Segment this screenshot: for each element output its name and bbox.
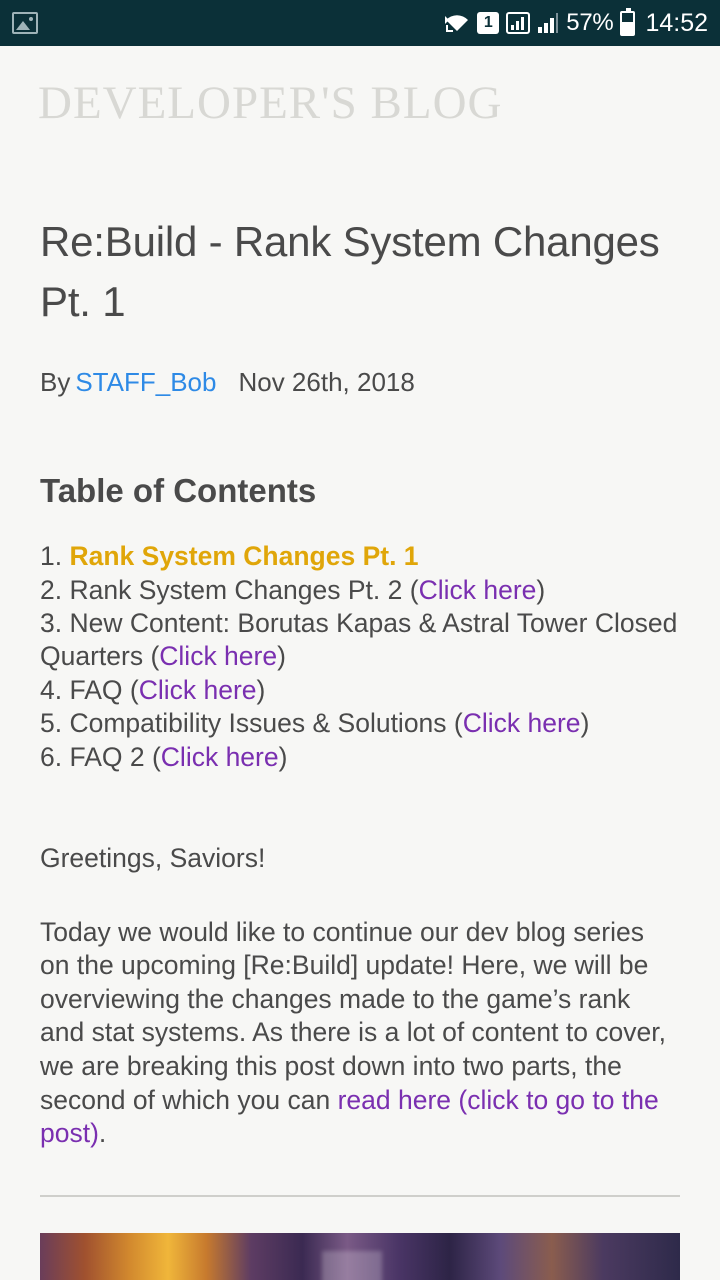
toc-item-label: FAQ 2 ( [69, 741, 161, 772]
page-title: Re:Build - Rank System Changes Pt. 1 [40, 218, 660, 325]
toc-item-suffix: ) [278, 741, 288, 772]
intro-paragraph-text: Today we would like to continue our dev blog series on the upcoming [Re:Build] update! Here, we will be overviewing the changes made to the game’s rank and stat systems. As there is a lot of content to cover, we are breaking this post down into two parts, the second of which you can [40, 916, 667, 1115]
article-banner-image [40, 1233, 680, 1280]
blog-page[interactable] [0, 46, 720, 1280]
intro-paragraph-end: . [98, 1118, 107, 1149]
list-item [40, 607, 680, 674]
intro-paragraph [40, 916, 680, 1151]
toc-item-label: New Content: Borutas Kapas & Astral Tower Closed Quarters ( [40, 608, 678, 672]
toc-item-suffix: ) [536, 574, 546, 605]
battery-icon [620, 11, 635, 36]
content-divider [40, 1195, 680, 1197]
toc-item-number: 3. [40, 608, 63, 639]
clock: 14:52 [645, 8, 708, 37]
list-item [40, 707, 680, 740]
toc-item-label: Compatibility Issues & Solutions ( [69, 708, 463, 739]
signal-bars-icon-1 [506, 12, 530, 34]
status-bar-right [444, 9, 708, 38]
signal-bars-icon-2 [537, 12, 559, 34]
wifi-icon [444, 12, 470, 34]
list-item [40, 741, 680, 774]
toc-item-suffix: ) [277, 641, 286, 672]
read-here-link[interactable]: read here (click to go to the post) [40, 1084, 659, 1149]
list-item [40, 574, 680, 607]
toc-item-suffix: ) [256, 674, 266, 705]
status-bar-left [12, 12, 444, 34]
byline-by-label: By [40, 367, 71, 398]
toc-item-link[interactable]: Click here [462, 708, 581, 739]
image-icon [12, 12, 38, 34]
post-date: Nov 26th, 2018 [238, 367, 415, 398]
toc-heading: Table of Contents [40, 472, 317, 510]
toc-item-link[interactable]: Click here [159, 641, 278, 672]
toc-item-link[interactable]: Click here [138, 674, 257, 705]
list-item [40, 674, 680, 707]
battery-fill [622, 22, 633, 34]
toc-list [40, 540, 680, 774]
toc-item-number: 2. [40, 574, 63, 605]
toc-item-label: FAQ ( [69, 674, 139, 705]
byline [40, 367, 680, 398]
list-item [40, 540, 680, 573]
article [0, 212, 720, 1151]
body-copy [40, 842, 680, 1151]
toc-item-label: Rank System Changes Pt. 1 [69, 541, 419, 572]
greeting-paragraph: Greetings, Saviors! [40, 842, 266, 873]
site-header [0, 46, 720, 130]
toc-item-link[interactable]: Click here [418, 574, 537, 605]
sim-badge: 1 [477, 12, 499, 34]
status-bar [0, 0, 720, 46]
toc-item-label: Rank System Changes Pt. 2 ( [69, 574, 419, 605]
site-title: DEVELOPER'S BLOG [38, 77, 503, 129]
author-link[interactable]: STAFF_Bob [75, 367, 217, 398]
toc-item-suffix: ) [580, 708, 590, 739]
toc-item-number: 6. [40, 741, 63, 772]
toc-item-link[interactable]: Click here [160, 741, 279, 772]
battery-percent: 57% [566, 9, 614, 36]
toc-item-number: 5. [40, 708, 63, 739]
toc-item-number: 4. [40, 674, 63, 705]
toc-item-number: 1. [40, 541, 63, 572]
